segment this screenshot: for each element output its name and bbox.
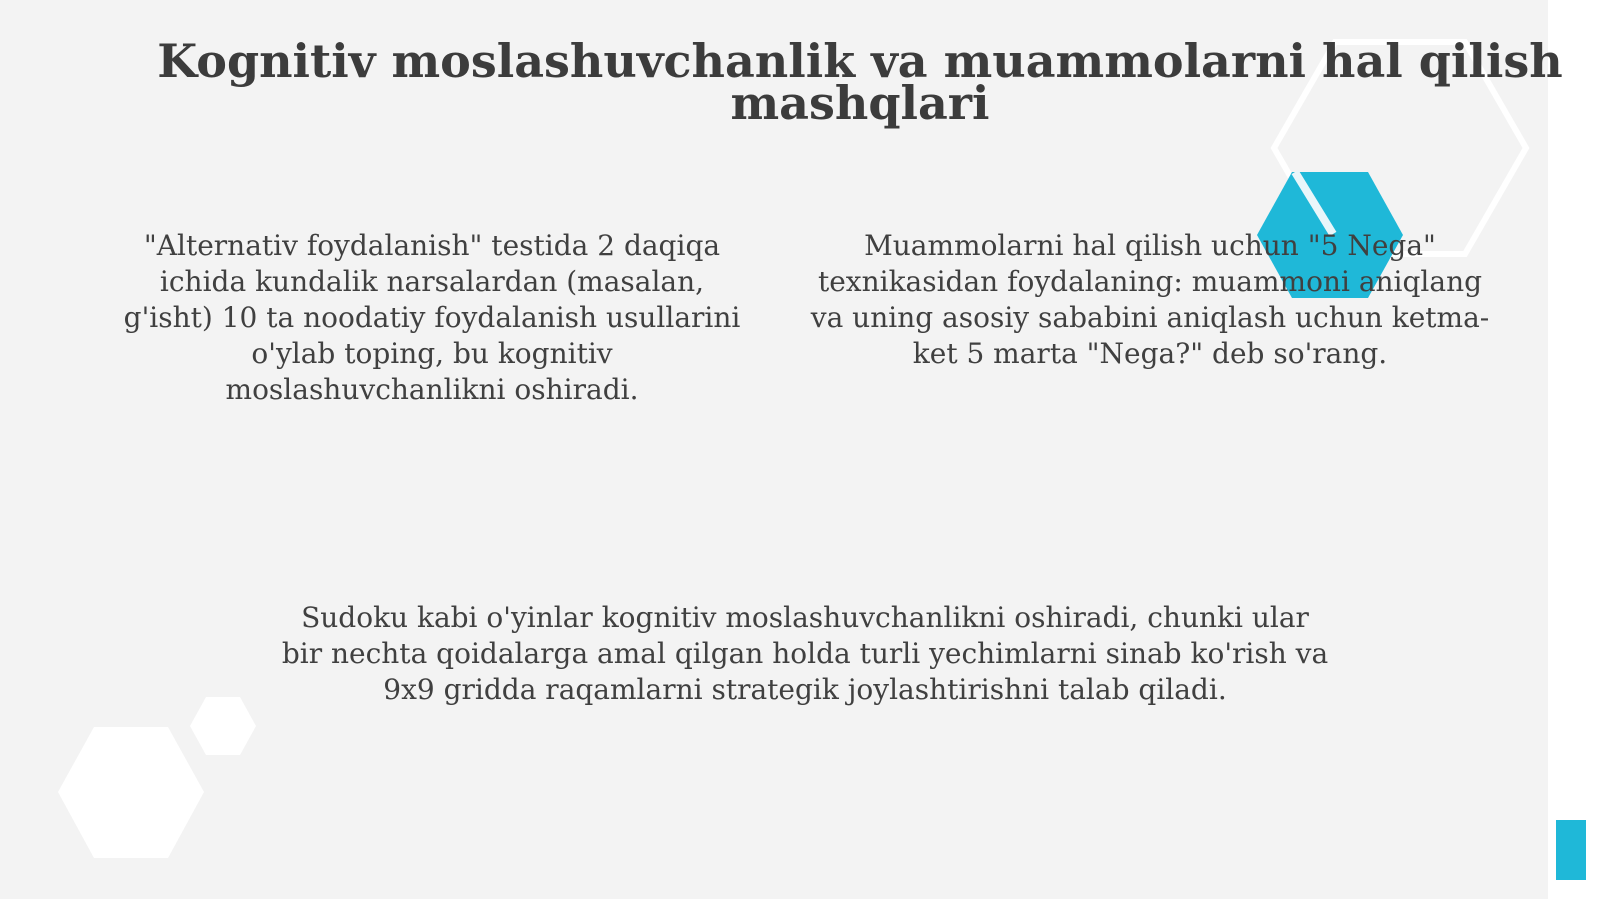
right-margin-strip [1548,0,1600,899]
hexagon-white-small-decoration [188,695,258,757]
hexagon-white-large-decoration [56,725,206,860]
paragraph-alternative-uses: "Alternativ foydalanish" testida 2 daqiqa ichida kundalik narsalardan (masalan, g'isht) 10 ta noodatiy foydalanish usullarini o'ylab toping, bu kognitiv moslashuvchanlikni oshiradi. [123,229,741,406]
accent-bar [1556,820,1586,880]
paragraph-five-whys: Muammolarni hal qilish uchun "5 Nega" texnikasidan foydalaning: muammoni aniqlang va uning asosiy sababini aniqlash uchun ketma-ket 5 marta "Nega?" deb so'rang. [810,229,1490,370]
paragraph-sudoku: Sudoku kabi o'yinlar kognitiv moslashuvchanlikni oshiradi, chunki ular bir nechta qoidalarga amal qilgan holda turli yechimlarni sinab ko'rish va 9x9 gridda raqamlarni strategik joylashtirishni talab qiladi. [281,601,1329,706]
slide-title: Kognitiv moslashuvchanlik va muammolarni hal qilish mashqlari [157,34,1563,130]
